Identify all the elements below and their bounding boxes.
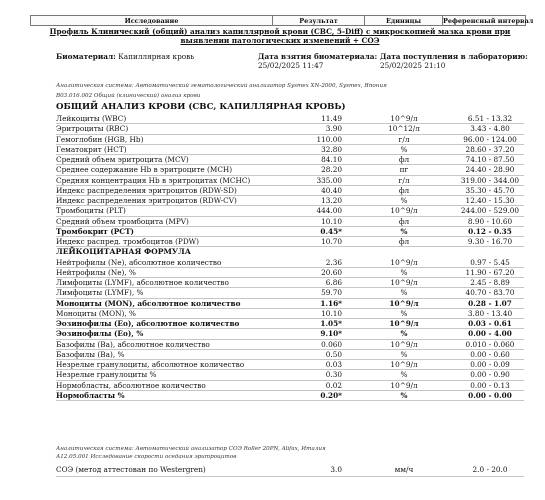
table-row: [56, 309, 524, 319]
test-name: Нейтрофилы (Ne), %: [56, 267, 136, 277]
test-name: Нормобласты %: [56, 390, 125, 400]
result-value: 3.90: [325, 124, 342, 134]
arrival-value: 25/02/2025 21:10: [380, 61, 446, 70]
arrival-label: Дата поступления в лабораторию:: [380, 52, 528, 61]
result-value: 20.60: [321, 267, 342, 277]
reference-range: 24.40 - 28.90: [465, 165, 515, 175]
units: %: [400, 226, 408, 236]
reference-range: 0.12 - 0.35: [468, 226, 512, 236]
results-table: [56, 114, 524, 401]
result-value: 32.80: [321, 144, 342, 154]
test-name: Моноциты (MON), абсолютное количество: [56, 298, 241, 308]
result-value: 40.40: [321, 185, 342, 195]
table-row: [56, 196, 524, 206]
reference-range: 0.97 - 5.45: [470, 257, 510, 267]
header-test: Исследование: [31, 16, 273, 25]
test-name: Моноциты (MON), %: [56, 308, 136, 318]
profile-title: Профиль Клинический (общий) анализ капиллярной крови (CBC, 5-Diff) с микроскопией мазка крови при выявлении патологических изменений + СОЭ: [49, 27, 511, 45]
table-row: [56, 227, 524, 237]
reference-range: 0.03 - 0.61: [468, 319, 512, 328]
result-value: 10.70: [321, 237, 342, 246]
units: %: [400, 144, 408, 154]
biomaterial-label: Биоматериал:: [56, 52, 116, 61]
table-row: [56, 155, 524, 165]
reference-range: 244.00 - 529.00: [460, 206, 520, 216]
collection-date: [258, 52, 377, 70]
test-name: Индекс распределения эритроцитов (RDW-SD): [56, 185, 237, 195]
units: фл: [398, 237, 410, 246]
result-value: 0.20*: [320, 390, 342, 400]
reference-range: 35.30 - 45.70: [465, 185, 515, 195]
table-row: [56, 370, 524, 380]
result-value: 28.20: [321, 165, 342, 175]
units: %: [400, 196, 408, 205]
test-name: Гемоглобин (HGB, Hb): [56, 134, 144, 144]
arrival-date: [380, 52, 528, 70]
reference-range: 319.00 - 344.00: [460, 175, 520, 185]
reference-range: 0.00 - 4.00: [468, 329, 512, 339]
units: фл: [398, 185, 410, 195]
test-name: Среднее содержание Hb в эритроците (MCH): [56, 165, 233, 175]
test-name: Базофилы (Ba), %: [56, 349, 125, 359]
units: 10^9/л: [390, 380, 418, 390]
test-name: Лимфоциты (LYMF), абсолютное количество: [56, 278, 229, 287]
test-name: Средний объем тромбоцита (MPV): [56, 216, 189, 226]
table-row: [56, 165, 524, 175]
test-name: Средний объем эритроцита (MCV): [56, 155, 189, 164]
units: фл: [398, 216, 410, 226]
table-row: [56, 319, 524, 329]
table-row: [56, 350, 524, 360]
test-name: Эозинофилы (Eo), %: [56, 329, 144, 339]
result-value: 0.45*: [320, 226, 342, 236]
table-row: [56, 340, 524, 350]
result-value: 9.10*: [320, 329, 342, 339]
test-name: Индекс распред. тромбоцитов (PDW): [56, 237, 200, 246]
reference-range: 0.010 - 0.060: [465, 339, 515, 349]
table-row: [56, 299, 524, 309]
table-row: [56, 381, 524, 391]
units: %: [400, 349, 408, 359]
units: 10^9/л: [390, 278, 418, 287]
table-row: [56, 176, 524, 186]
header-reference: Референсный интервал: [443, 17, 534, 25]
reference-range: 28.60 - 37.20: [465, 144, 515, 154]
units: г/л: [398, 134, 410, 144]
table-row: [56, 278, 524, 288]
reference-range: 0.28 - 1.07: [468, 298, 512, 308]
units: %: [400, 329, 408, 339]
table-row: [56, 391, 524, 401]
table-row: [56, 206, 524, 216]
test-name: Гематокрит (HCT): [56, 144, 127, 154]
test-name: Лейкоциты (WBC): [56, 114, 127, 123]
table-row: [56, 288, 524, 298]
reference-range: 40.70 - 83.70: [465, 288, 515, 298]
units: 10^9/л: [390, 114, 418, 123]
test-name: Эритроциты (RBC): [56, 124, 129, 134]
result-value: 6.86: [325, 278, 342, 287]
result-value: 0.30: [325, 370, 342, 380]
units: 10^12/л: [388, 124, 420, 134]
units: 10^9/л: [390, 360, 418, 369]
result-value: 0.02: [325, 380, 342, 390]
biomaterial: [56, 52, 194, 61]
table-row: [56, 145, 524, 155]
test-name: Средняя концентрация Hb в эритроцитах (MCHC): [56, 175, 251, 185]
test-name: Индекс распределения эритроцитов (RDW-CV): [56, 196, 237, 205]
table-row: [56, 360, 524, 370]
units: %: [400, 288, 408, 298]
units: 10^9/л: [390, 339, 418, 349]
units: пг: [399, 165, 409, 175]
reference-range: 0.00 - 0.90: [470, 370, 510, 380]
table-row: [56, 186, 524, 196]
result-value: 59.70: [321, 288, 342, 298]
units: г/л: [398, 175, 410, 185]
result-value: 444.00: [316, 206, 342, 216]
table-header: [30, 15, 534, 26]
reference-range: 0.00 - 0.13: [470, 380, 510, 390]
reference-range: 0.00 - 0.60: [470, 349, 510, 359]
footer-note: [56, 446, 326, 461]
result-value: 10.10: [321, 308, 342, 318]
test-name: Нейтрофилы (Ne), абсолютное количество: [56, 257, 222, 267]
result-value: 10.10: [321, 216, 342, 226]
table-row: [56, 124, 524, 134]
header-units: Единицы: [365, 16, 443, 25]
analyzer-note: Аналитическая система: Автоматический гематологический анализатор Sysmex XN-2000, Sysmex, Япония: [56, 83, 387, 89]
test-name: Тромбоциты (PLT): [56, 206, 126, 216]
collection-value: 25/02/2025 11:47: [258, 61, 324, 70]
table-row: [56, 114, 524, 124]
units: 10^9/л: [390, 257, 418, 267]
result-value: 110.00: [316, 134, 342, 144]
biomaterial-value: Капиллярная кровь: [118, 52, 195, 61]
reference-range: 0.00 - 0.00: [468, 390, 512, 400]
units: фл: [398, 155, 410, 164]
reference-range: 2.45 - 8.89: [470, 278, 510, 287]
result-value: 2.36: [325, 257, 342, 267]
reference-range: 96.00 - 124.00: [463, 134, 517, 144]
result-value: 11.49: [321, 114, 342, 123]
result-value: 0.50: [325, 349, 342, 359]
result-value: 335.00: [316, 175, 342, 185]
test-name: Незрелые гранулоциты, абсолютное количество: [56, 360, 245, 369]
reference-range: 3.80 - 13.40: [467, 308, 513, 318]
units: %: [400, 370, 408, 380]
header-result: Результат: [273, 16, 365, 25]
test-name: Эозинофилы (Eo), абсолютное количество: [56, 319, 240, 328]
soe-result: 3.0: [330, 465, 342, 474]
units: 10^9/л: [389, 298, 419, 308]
soe-name: СОЭ (метод аттестован по Westergren): [56, 465, 206, 474]
reference-range: 8.90 - 10.60: [467, 216, 513, 226]
test-name: ЛЕЙКОЦИТАРНАЯ ФОРМУЛА: [56, 247, 191, 257]
reference-range: 9.30 - 16.70: [467, 237, 513, 246]
soe-reference: 2.0 - 20.0: [472, 465, 508, 474]
result-value: 13.20: [321, 196, 342, 205]
test-name: Лимфоциты (LYMF), %: [56, 288, 144, 298]
units: %: [400, 267, 408, 277]
soe-units: мм/ч: [394, 465, 414, 474]
units: 10^9/л: [389, 319, 419, 328]
collection-label: Дата взятия биоматериала:: [258, 52, 378, 61]
test-name: Базофилы (Ba), абсолютное количество: [56, 339, 210, 349]
subsection-title: [56, 247, 524, 257]
units: %: [400, 390, 408, 400]
table-row: [56, 217, 524, 227]
table-row: [56, 268, 524, 278]
reference-range: 12.40 - 15.30: [465, 196, 515, 205]
test-name: Незрелые гранулоциты %: [56, 370, 157, 380]
table-row: [56, 258, 524, 268]
table-row: [56, 237, 524, 247]
reference-range: 0.00 - 0.09: [470, 360, 510, 369]
footer-analyzer-note: Аналитическая система: Автоматический анализатор СОЭ Roller 20PN, Alifax, Италия: [56, 446, 326, 452]
reference-range: 3.43 - 4.80: [470, 124, 510, 134]
test-name: Нормобласты, абсолютное количество: [56, 380, 206, 390]
section-title: ОБЩИЙ АНАЛИЗ КРОВИ (CBC, КАПИЛЛЯРНАЯ КРОВЬ): [56, 102, 346, 112]
result-value: 0.060: [321, 339, 342, 349]
test-name: Тромбокрит (PCT): [56, 226, 134, 236]
table-row: [56, 329, 524, 339]
code-note: В03.016.002 Общий (клинический) анализ крови: [56, 93, 201, 99]
result-value: 1.05*: [320, 319, 342, 328]
table-row: [56, 135, 524, 145]
footer-code-note: А12.05.001 Исследование скорости оседания эритроцитов: [56, 453, 237, 460]
reference-range: 74.10 - 87.50: [465, 155, 515, 164]
result-value: 1.16*: [320, 298, 342, 308]
units: 10^9/л: [390, 206, 418, 216]
result-value: 0.03: [325, 360, 342, 369]
soe-row: [56, 465, 524, 477]
reference-range: 11.90 - 67.20: [465, 267, 515, 277]
reference-range: 6.51 - 13.32: [467, 114, 513, 123]
units: %: [400, 308, 408, 318]
result-value: 84.10: [321, 155, 342, 164]
